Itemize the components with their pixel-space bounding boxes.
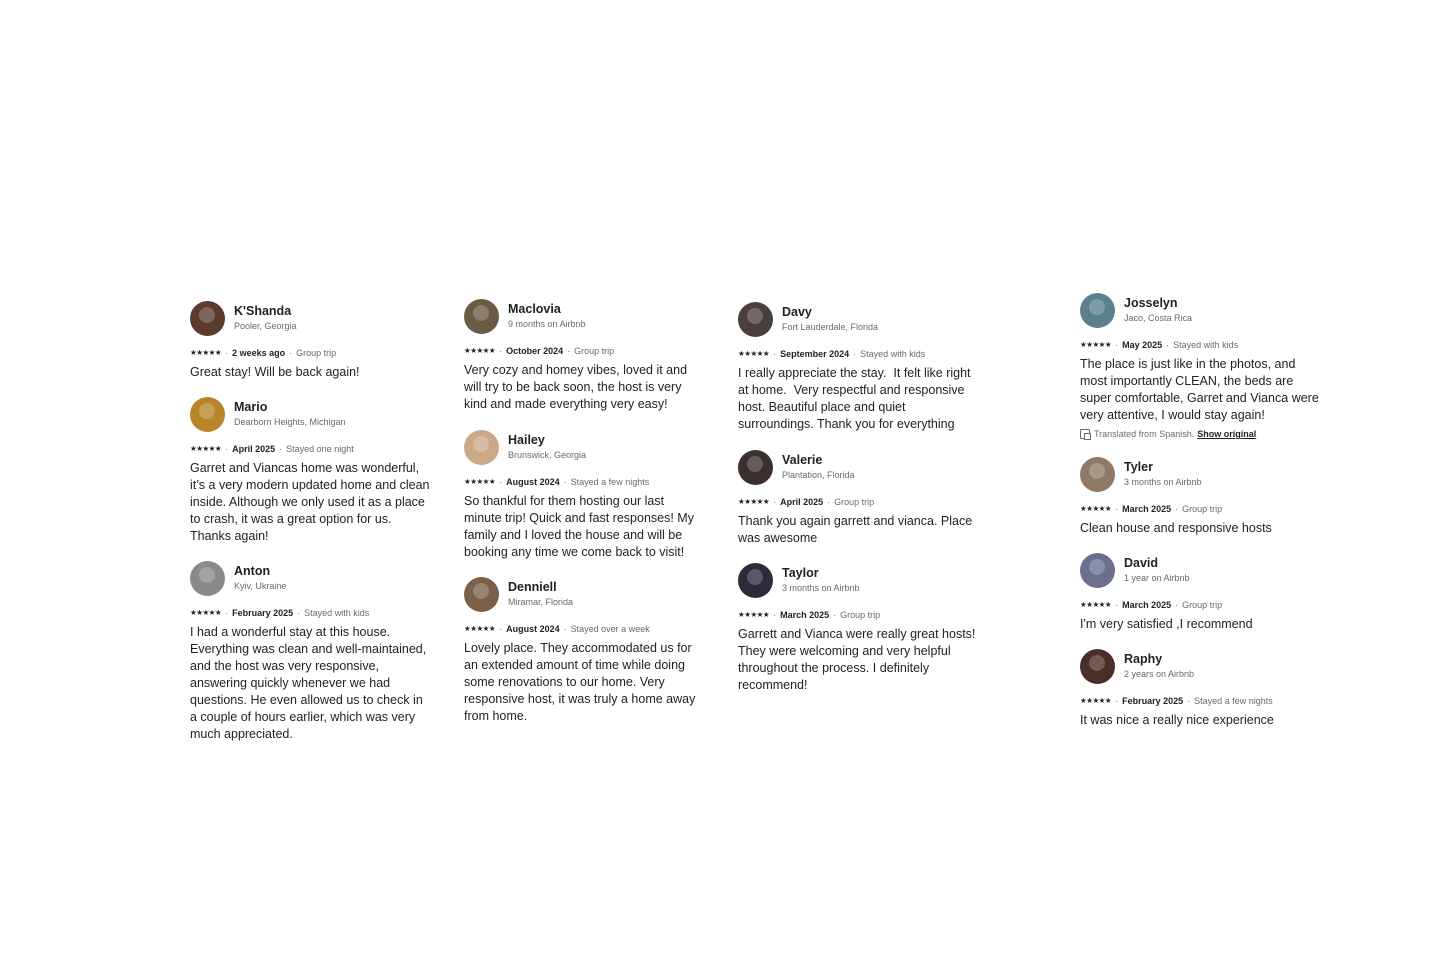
trip-type: Group trip xyxy=(840,610,881,620)
reviewer-tenure: 9 months on Airbnb xyxy=(508,318,586,329)
reviewer-location: Jaco, Costa Rica xyxy=(1124,312,1193,323)
reviewer-name[interactable]: Raphy xyxy=(1124,651,1163,666)
review-card xyxy=(464,298,704,413)
reviewer-name[interactable]: Denniell xyxy=(508,579,557,594)
separator-dot: · xyxy=(499,346,503,356)
rating-stars: ★★★★★ xyxy=(1080,340,1112,349)
rating-stars: ★★★★★ xyxy=(1080,504,1112,513)
avatar[interactable] xyxy=(1080,293,1115,328)
rating-stars: ★★★★★ xyxy=(738,610,770,619)
review-card xyxy=(738,562,978,694)
reviewer-tenure: 1 year on Airbnb xyxy=(1124,572,1190,583)
review-header xyxy=(190,300,430,336)
review-meta xyxy=(190,607,430,619)
review-meta xyxy=(1080,599,1320,611)
reviewer-name[interactable]: K'Shanda xyxy=(234,303,292,318)
review-date: August 2024 xyxy=(506,624,560,634)
review-date: October 2024 xyxy=(506,346,564,356)
reviewer-location: Plantation, Florida xyxy=(782,469,855,480)
translated-from-label: Translated from Spanish. xyxy=(1094,429,1195,439)
review-header xyxy=(1080,456,1320,492)
separator-dot: · xyxy=(853,349,857,359)
review-date: August 2024 xyxy=(506,477,560,487)
review-date: February 2025 xyxy=(232,608,294,618)
reviewer-name[interactable]: Maclovia xyxy=(508,301,561,316)
reviewer-location: Kyiv, Ukraine xyxy=(234,580,287,591)
trip-type: Group trip xyxy=(1182,600,1223,610)
review-header xyxy=(1080,292,1320,328)
separator-dot: · xyxy=(1115,504,1119,514)
separator-dot: · xyxy=(297,608,301,618)
separator-dot: · xyxy=(773,610,777,620)
review-text: Garrett and Vianca were really great hosts! They were welcoming and very helpful throughout the process. I definitely recommend! xyxy=(738,627,976,692)
rating-stars: ★★★★★ xyxy=(190,444,222,453)
avatar[interactable] xyxy=(1080,553,1115,588)
review-header xyxy=(1080,552,1320,588)
review-date: April 2025 xyxy=(780,497,824,507)
review-meta xyxy=(1080,339,1320,351)
review-text: Great stay! Will be back again! xyxy=(190,365,360,379)
review-date: May 2025 xyxy=(1122,340,1163,350)
show-original-link[interactable]: Show original xyxy=(1197,429,1257,439)
review-card xyxy=(464,429,704,561)
trip-type: Stayed one night xyxy=(286,444,354,454)
translate-icon xyxy=(1080,429,1090,439)
rating-stars: ★★★★★ xyxy=(1080,696,1112,705)
reviewer-location: Brunswick, Georgia xyxy=(508,449,587,460)
reviewer-name[interactable]: Taylor xyxy=(782,565,819,580)
avatar[interactable] xyxy=(190,397,225,432)
separator-dot: · xyxy=(1115,340,1119,350)
reviewer-name[interactable]: Hailey xyxy=(508,432,545,447)
reviewer-tenure: 2 years on Airbnb xyxy=(1124,668,1195,679)
reviewer-name[interactable]: Tyler xyxy=(1124,459,1153,474)
separator-dot: · xyxy=(827,497,831,507)
separator-dot: · xyxy=(1166,340,1170,350)
separator-dot: · xyxy=(289,348,293,358)
review-card xyxy=(190,396,430,545)
review-text: I had a wonderful stay at this house. Everything was clean and well-maintained, and the host was very responsive, answering quickly whenever we had questions. He even allowed us to check in a couple of hours earlier, which was very much appreciated. xyxy=(190,625,427,741)
review-header xyxy=(190,560,430,596)
reviewer-name[interactable]: Anton xyxy=(234,563,271,578)
review-meta xyxy=(738,348,978,360)
rating-stars: ★★★★★ xyxy=(190,608,222,617)
review-header xyxy=(738,449,978,485)
separator-dot: · xyxy=(499,624,503,634)
review-card xyxy=(1080,552,1320,633)
review-date: February 2025 xyxy=(1122,696,1184,706)
review-header xyxy=(738,562,978,598)
avatar[interactable] xyxy=(464,430,499,465)
reviewer-location: Miramar, Florida xyxy=(508,596,574,607)
separator-dot: · xyxy=(1175,600,1179,610)
reviewer-location: Pooler, Georgia xyxy=(234,320,297,331)
review-text: So thankful for them hosting our last minute trip! Quick and fast responses! My family and I loved the house and will be booking any time we come back to visit! xyxy=(464,494,694,559)
reviewer-tenure: 3 months on Airbnb xyxy=(1124,476,1202,487)
separator-dot: · xyxy=(225,348,229,358)
separator-dot: · xyxy=(567,346,571,356)
trip-type: Stayed over a week xyxy=(570,624,650,634)
review-text: Thank you again garrett and vianca. Place was awesome xyxy=(738,514,973,545)
review-text: Clean house and responsive hosts xyxy=(1080,521,1272,535)
review-date: April 2025 xyxy=(232,444,276,454)
review-meta xyxy=(464,476,704,488)
trip-type: Stayed a few nights xyxy=(570,477,650,487)
separator-dot: · xyxy=(279,444,283,454)
review-meta xyxy=(464,623,704,635)
reviewer-tenure: 3 months on Airbnb xyxy=(782,582,860,593)
trip-type: Stayed a few nights xyxy=(1194,696,1273,706)
separator-dot: · xyxy=(225,444,229,454)
review-card xyxy=(464,576,704,725)
review-meta xyxy=(1080,695,1320,707)
avatar[interactable] xyxy=(464,299,499,334)
review-meta xyxy=(464,345,704,357)
review-card xyxy=(190,560,430,743)
reviewer-name[interactable]: Mario xyxy=(234,399,268,414)
review-date: March 2025 xyxy=(780,610,830,620)
review-header xyxy=(464,429,704,465)
reviewer-location: Dearborn Heights, Michigan xyxy=(234,416,346,427)
rating-stars: ★★★★★ xyxy=(464,477,496,486)
review-card xyxy=(738,301,978,433)
review-card xyxy=(1080,456,1320,537)
review-header xyxy=(1080,648,1320,684)
trip-type: Stayed with kids xyxy=(304,608,370,618)
review-meta xyxy=(738,609,978,621)
rating-stars: ★★★★★ xyxy=(738,349,770,358)
trip-type: Group trip xyxy=(574,346,615,356)
review-text: Garret and Viancas home was wonderful, it’s a very modern updated home and clean inside. Although we only used it as a place to crash, it was a great option for us. Thanks again! xyxy=(190,461,430,543)
avatar[interactable] xyxy=(190,301,225,336)
review-text: The place is just like in the photos, and most importantly CLEAN, the beds are super comfortable, Garret and Vianca were very attentive, I would stay again! xyxy=(1080,357,1319,422)
review-header xyxy=(738,301,978,337)
review-date: September 2024 xyxy=(780,349,850,359)
rating-stars: ★★★★★ xyxy=(464,624,496,633)
reviewer-name[interactable]: Davy xyxy=(782,304,812,319)
review-text: I'm very satisfied ,I recommend xyxy=(1080,617,1253,631)
review-card xyxy=(738,449,978,547)
rating-stars: ★★★★★ xyxy=(738,497,770,506)
review-text: Lovely place. They accommodated us for an extended amount of time while doing some renovations to our home. Very responsive host, it was truly a home away from home. xyxy=(464,641,696,723)
review-meta xyxy=(190,443,430,455)
separator-dot: · xyxy=(1115,600,1119,610)
avatar[interactable] xyxy=(1080,457,1115,492)
review-card xyxy=(190,300,430,381)
separator-dot: · xyxy=(1115,696,1119,706)
review-header xyxy=(190,396,430,432)
separator-dot: · xyxy=(1187,696,1191,706)
review-date: March 2025 xyxy=(1122,600,1172,610)
avatar[interactable] xyxy=(738,450,773,485)
review-meta xyxy=(1080,503,1320,515)
review-header xyxy=(464,576,704,612)
avatar[interactable] xyxy=(190,561,225,596)
avatar[interactable] xyxy=(738,302,773,337)
trip-type: Group trip xyxy=(296,348,337,358)
review-text: I really appreciate the stay. It felt like right at home. Very respectful and responsive host. Beautiful place and quiet surroundings. Thank you for everything xyxy=(738,366,974,431)
separator-dot: · xyxy=(563,477,567,487)
trip-type: Group trip xyxy=(834,497,875,507)
rating-stars: ★★★★★ xyxy=(464,346,496,355)
trip-type: Stayed with kids xyxy=(860,349,926,359)
rating-stars: ★★★★★ xyxy=(190,348,222,357)
trip-type: Group trip xyxy=(1182,504,1223,514)
reviewer-name[interactable]: David xyxy=(1124,555,1159,570)
separator-dot: · xyxy=(773,349,777,359)
review-meta xyxy=(738,496,978,508)
review-card xyxy=(1080,648,1320,729)
separator-dot: · xyxy=(833,610,837,620)
review-header xyxy=(464,298,704,334)
separator-dot: · xyxy=(499,477,503,487)
trip-type: Stayed with kids xyxy=(1173,340,1239,350)
separator-dot: · xyxy=(225,608,229,618)
separator-dot: · xyxy=(773,497,777,507)
review-card xyxy=(1080,292,1320,440)
avatar[interactable] xyxy=(1080,649,1115,684)
reviewer-name[interactable]: Valerie xyxy=(782,452,823,467)
rating-stars: ★★★★★ xyxy=(1080,600,1112,609)
reviewer-name[interactable]: Josselyn xyxy=(1124,295,1178,310)
review-text: Very cozy and homey vibes, loved it and will try to be back soon, the host is very kind and made everything very easy! xyxy=(464,363,688,411)
review-date: 2 weeks ago xyxy=(232,348,286,358)
translation-note xyxy=(1080,428,1320,440)
review-date: March 2025 xyxy=(1122,504,1172,514)
avatar[interactable] xyxy=(738,563,773,598)
separator-dot: · xyxy=(1175,504,1179,514)
review-text: It was nice a really nice experience xyxy=(1080,713,1274,727)
separator-dot: · xyxy=(563,624,567,634)
reviewer-location: Fort Lauderdale, Florida xyxy=(782,321,879,332)
review-meta xyxy=(190,347,430,359)
avatar[interactable] xyxy=(464,577,499,612)
